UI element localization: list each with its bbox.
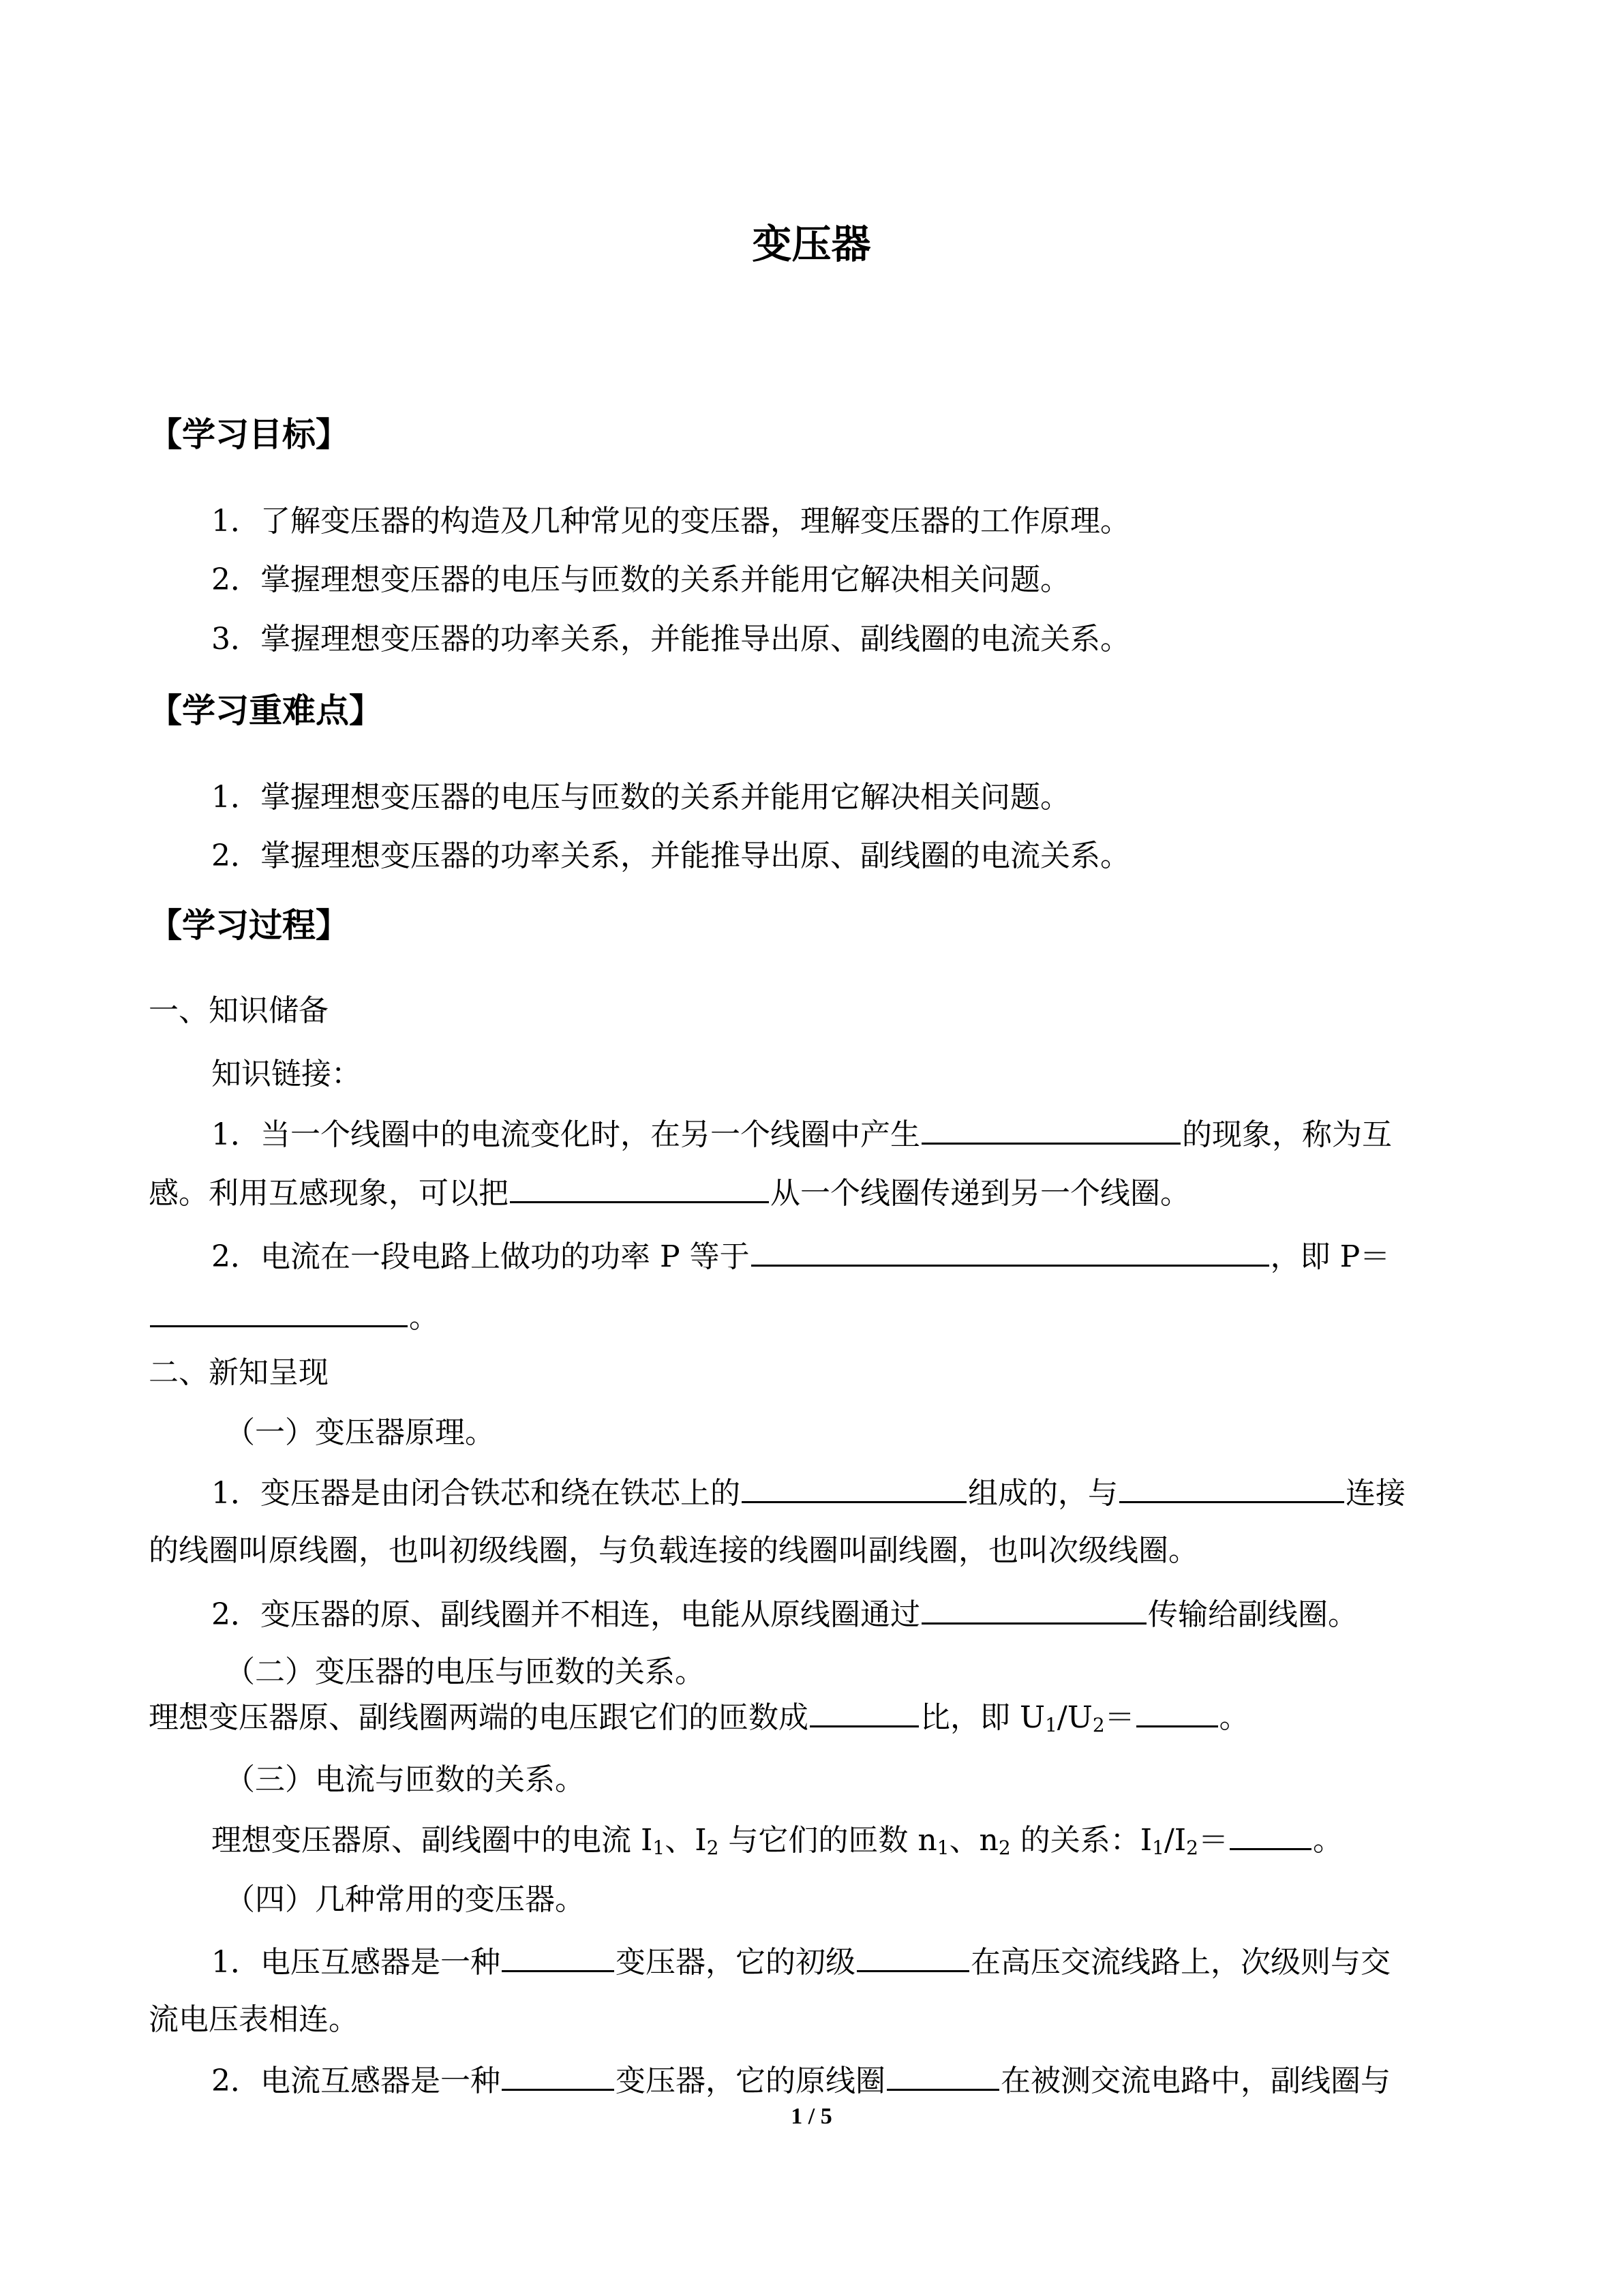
- v-text-e: 。: [1219, 1700, 1249, 1735]
- i-text-e: 的关系：I: [1010, 1823, 1153, 1858]
- subscript: 1: [937, 1837, 950, 1859]
- principle-1-line-1: [211, 1471, 1406, 1515]
- fill-blank[interactable]: [1119, 1471, 1344, 1503]
- t1-text-c: 在高压交流线路上，次级则与交: [971, 1945, 1391, 1980]
- i-text-c: 与它们的匝数 n: [718, 1823, 937, 1858]
- fill-blank[interactable]: [810, 1695, 919, 1727]
- subscript: 1: [1152, 1837, 1164, 1859]
- page-number: 1 / 5: [791, 2104, 832, 2129]
- principle-1-line-2: 的线圈叫原线圈，也叫初级线圈，与负载连接的线圈叫副线圈，也叫次级线圈。: [149, 1533, 1198, 1568]
- objective-3: 3．掌握理想变压器的功率关系，并能推导出原、副线圈的电流关系。: [211, 622, 1130, 656]
- p1-text-c: 连接: [1346, 1476, 1406, 1511]
- p1-text-a: 1．变压器是由闭合铁芯和绕在铁芯上的: [211, 1476, 740, 1511]
- t2-text-b: 变压器，它的原线圈: [616, 2064, 885, 2098]
- subscript: 1: [1045, 1714, 1057, 1736]
- subscript: 1: [652, 1837, 665, 1859]
- transformer-1-line-1: [211, 1940, 1391, 1984]
- knowledge-link-label: 知识链接：: [211, 1057, 361, 1091]
- heading-process: 【学习过程】: [149, 906, 350, 945]
- fill-blank[interactable]: [502, 2059, 614, 2091]
- fill-blank[interactable]: [922, 1592, 1147, 1625]
- fill-blank[interactable]: [887, 2059, 999, 2091]
- fill-blank[interactable]: [510, 1171, 769, 1203]
- principle-2: [211, 1592, 1358, 1636]
- q1-text-c: 感。利用互感现象，可以把: [149, 1176, 509, 1211]
- part4-title: （四）几种常用的变压器。: [225, 1882, 585, 1917]
- part1-title: （一）变压器原理。: [225, 1415, 495, 1450]
- transformer-2-line-1: [211, 2059, 1391, 2102]
- voltage-relation: [149, 1695, 1249, 1739]
- i-text-f: /I: [1164, 1823, 1187, 1858]
- t1-text-a: 1．电压互感器是一种: [211, 1945, 500, 1980]
- fill-blank[interactable]: [1136, 1695, 1218, 1727]
- p2-text-b: 传输给副线圈。: [1148, 1597, 1358, 1632]
- q1-text-a: 1．当一个线圈中的电流变化时，在另一个线圈中产生: [211, 1117, 920, 1152]
- question-1-line-1: [211, 1113, 1392, 1156]
- fill-blank[interactable]: [922, 1113, 1181, 1145]
- transformer-1-line-2: 流电压表相连。: [149, 2002, 359, 2037]
- part2-title: （二）变压器的电压与匝数的关系。: [225, 1655, 705, 1689]
- question-2-line-2: [149, 1295, 439, 1339]
- heading-key-points: 【学习重难点】: [149, 691, 383, 730]
- key-point-2: 2．掌握理想变压器的功率关系，并能推导出原、副线圈的电流关系。: [211, 839, 1130, 873]
- fill-blank[interactable]: [751, 1235, 1269, 1267]
- i-text-b: 、I: [665, 1823, 707, 1858]
- i-text-a: 理想变压器原、副线圈中的电流 I: [211, 1823, 653, 1858]
- fill-blank[interactable]: [502, 1940, 614, 1972]
- v-text-b: 比，即 U: [920, 1700, 1046, 1735]
- section1-title: 一、知识储备: [149, 993, 329, 1028]
- i-text-h: 。: [1312, 1823, 1343, 1858]
- v-text-c: /U: [1057, 1700, 1093, 1735]
- q2-text-c: 。: [409, 1300, 439, 1335]
- part3-title: （三）电流与匝数的关系。: [225, 1762, 585, 1797]
- key-point-1: 1．掌握理想变压器的电压与匝数的关系并能用它解决相关问题。: [211, 780, 1070, 815]
- t2-text-c: 在被测交流电路中，副线圈与: [1001, 2064, 1391, 2098]
- question-1-line-2: [149, 1171, 1190, 1215]
- fill-blank[interactable]: [150, 1295, 408, 1327]
- fill-blank[interactable]: [742, 1471, 967, 1503]
- subscript: 2: [998, 1837, 1011, 1859]
- subscript: 2: [1092, 1714, 1105, 1736]
- section2-title: 二、新知呈现: [149, 1355, 329, 1390]
- p1-text-b: 组成的，与: [968, 1476, 1118, 1511]
- q1-text-d: 从一个线圈传递到另一个线圈。: [770, 1176, 1190, 1211]
- p2-text-a: 2．变压器的原、副线圈并不相连，电能从原线圈通过: [211, 1597, 920, 1632]
- heading-objectives: 【学习目标】: [149, 415, 350, 454]
- question-2-line-1: [211, 1235, 1390, 1278]
- t1-text-b: 变压器，它的初级: [616, 1945, 855, 1980]
- v-text-a: 理想变压器原、副线圈两端的电压跟它们的匝数成: [149, 1700, 808, 1735]
- current-relation: [211, 1818, 1343, 1862]
- i-text-g: ＝: [1198, 1823, 1228, 1858]
- q2-text-b: ，即 P＝: [1270, 1239, 1391, 1274]
- q1-text-b: 的现象，称为互: [1182, 1117, 1392, 1152]
- fill-blank[interactable]: [1230, 1818, 1311, 1850]
- subscript: 2: [1186, 1837, 1198, 1859]
- page-title: 变压器: [752, 221, 871, 267]
- objective-2: 2．掌握理想变压器的电压与匝数的关系并能用它解决相关问题。: [211, 562, 1070, 597]
- q2-text-a: 2．电流在一段电路上做功的功率 P 等于: [211, 1239, 750, 1274]
- i-text-d: 、n: [949, 1823, 999, 1858]
- t2-text-a: 2．电流互感器是一种: [211, 2064, 500, 2098]
- objective-1: 1．了解变压器的构造及几种常见的变压器，理解变压器的工作原理。: [211, 504, 1130, 539]
- subscript: 2: [706, 1837, 719, 1859]
- v-text-d: ＝: [1104, 1700, 1135, 1735]
- fill-blank[interactable]: [857, 1940, 969, 1972]
